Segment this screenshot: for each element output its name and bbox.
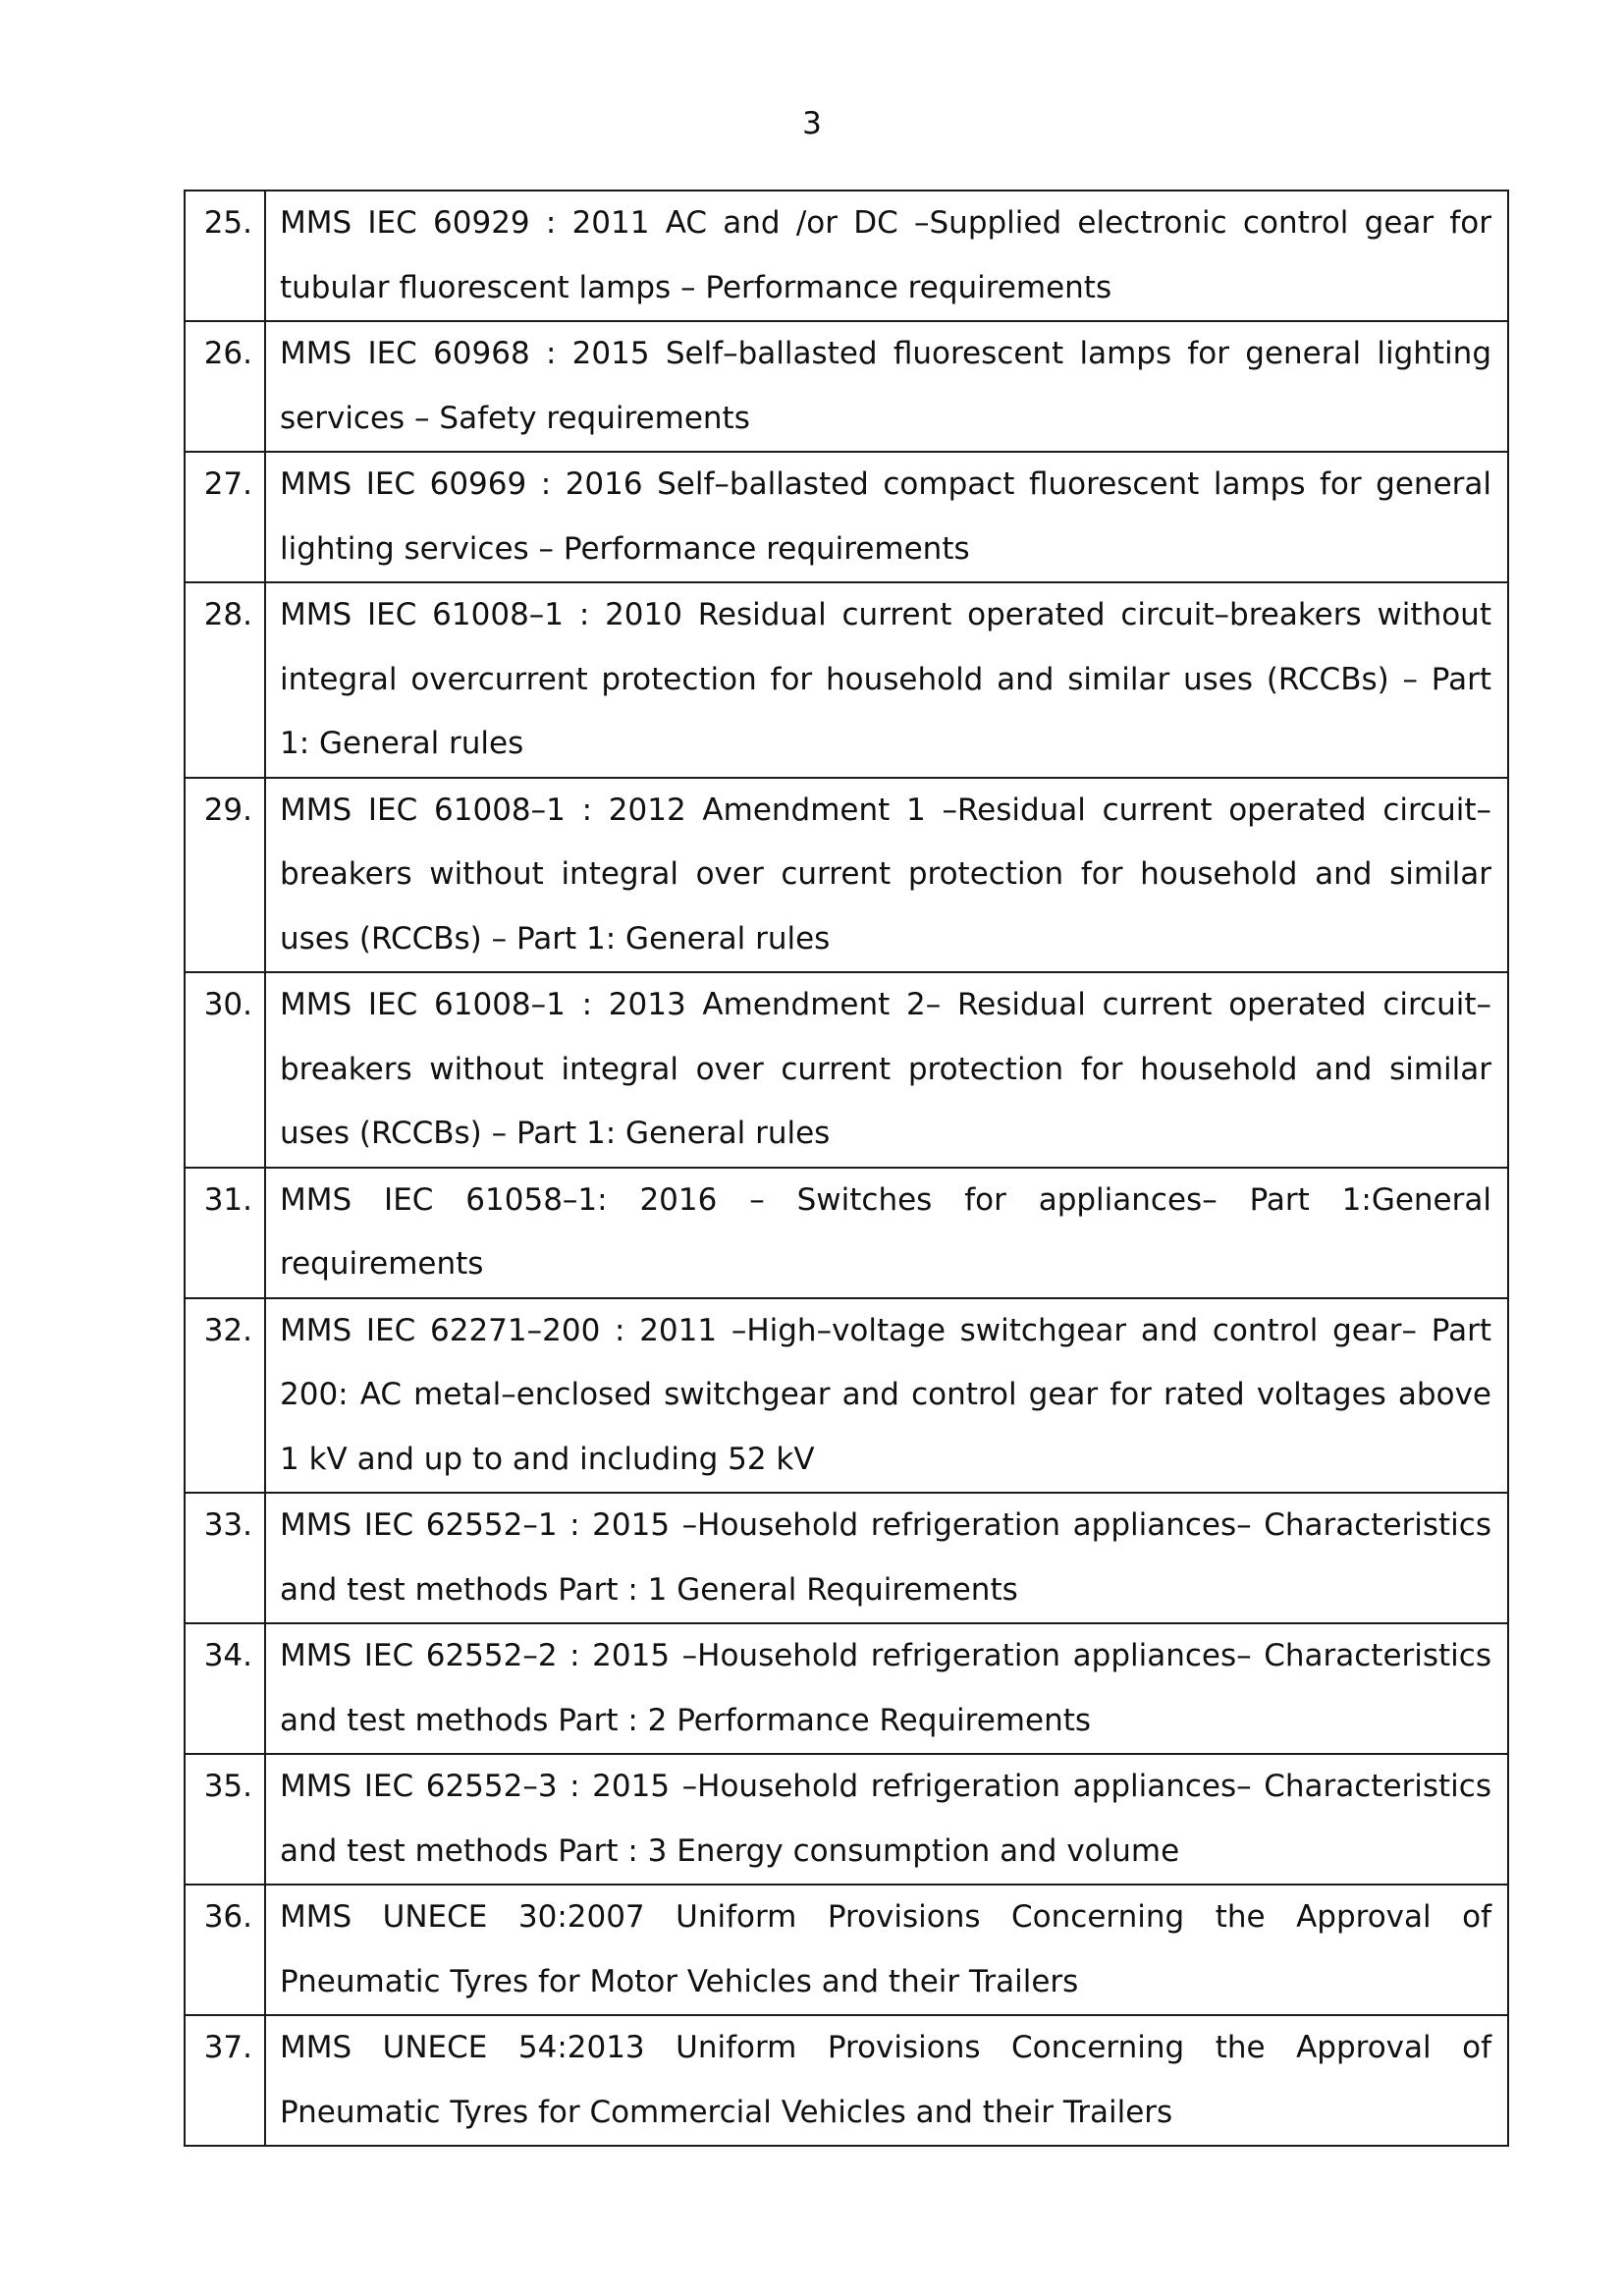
standard-description: MMS IEC 61058–1: 2016 – Switches for appliances– Part 1:General requirements [265, 1168, 1508, 1298]
table-row [185, 1754, 1508, 1885]
table-row [185, 778, 1508, 973]
page-number: 3 [802, 106, 822, 141]
row-number: 33. [185, 1493, 265, 1623]
standard-description: MMS IEC 62271–200 : 2011 –High–voltage switchgear and control gear– Part 200: AC metal–enclosed switchgear and control gear for rated voltages above 1 kV and up to and including 52 kV [265, 1298, 1508, 1494]
row-number: 28. [185, 582, 265, 778]
table-row [185, 2015, 1508, 2146]
table-row [185, 1298, 1508, 1494]
row-number: 34. [185, 1623, 265, 1754]
table-row [185, 972, 1508, 1168]
standard-description: MMS IEC 61008–1 : 2010 Residual current operated circuit–breakers without integral overcurrent protection for household and similar uses (RCCBs) – Part 1: General rules [265, 582, 1508, 778]
row-number: 36. [185, 1885, 265, 2015]
standard-description: MMS IEC 60969 : 2016 Self–ballasted compact fluorescent lamps for general lighting services – Performance requirements [265, 452, 1508, 582]
standard-description: MMS IEC 62552–1 : 2015 –Household refrigeration appliances– Characteristics and test methods Part : 1 General Requirements [265, 1493, 1508, 1623]
standard-description: MMS IEC 61008–1 : 2013 Amendment 2– Residual current operated circuit–breakers without integral over current protection for household and similar uses (RCCBs) – Part 1: General rules [265, 972, 1508, 1168]
table-row [185, 1623, 1508, 1754]
row-number: 26. [185, 321, 265, 452]
table-row [185, 191, 1508, 321]
table-row [185, 1168, 1508, 1298]
row-number: 30. [185, 972, 265, 1168]
row-number: 31. [185, 1168, 265, 1298]
standard-description: MMS IEC 62552–2 : 2015 –Household refrigeration appliances– Characteristics and test methods Part : 2 Performance Requirements [265, 1623, 1508, 1754]
row-number: 37. [185, 2015, 265, 2146]
table-row [185, 582, 1508, 778]
row-number: 27. [185, 452, 265, 582]
standard-description: MMS UNECE 30:2007 Uniform Provisions Concerning the Approval of Pneumatic Tyres for Motor Vehicles and their Trailers [265, 1885, 1508, 2015]
row-number: 25. [185, 191, 265, 321]
table-row [185, 1493, 1508, 1623]
standard-description: MMS IEC 60968 : 2015 Self–ballasted fluorescent lamps for general lighting services – Safety requirements [265, 321, 1508, 452]
table-row [185, 321, 1508, 452]
standard-description: MMS UNECE 54:2013 Uniform Provisions Concerning the Approval of Pneumatic Tyres for Commercial Vehicles and their Trailers [265, 2015, 1508, 2146]
table-row [185, 1885, 1508, 2015]
standard-description: MMS IEC 60929 : 2011 AC and /or DC –Supplied electronic control gear for tubular fluorescent lamps – Performance requirements [265, 191, 1508, 321]
standard-description: MMS IEC 62552–3 : 2015 –Household refrigeration appliances– Characteristics and test methods Part : 3 Energy consumption and volume [265, 1754, 1508, 1885]
table-row [185, 452, 1508, 582]
row-number: 29. [185, 778, 265, 973]
row-number: 35. [185, 1754, 265, 1885]
row-number: 32. [185, 1298, 265, 1494]
standards-table [184, 190, 1509, 2147]
standard-description: MMS IEC 61008–1 : 2012 Amendment 1 –Residual current operated circuit–breakers without integral over current protection for household and similar uses (RCCBs) – Part 1: General rules [265, 778, 1508, 973]
